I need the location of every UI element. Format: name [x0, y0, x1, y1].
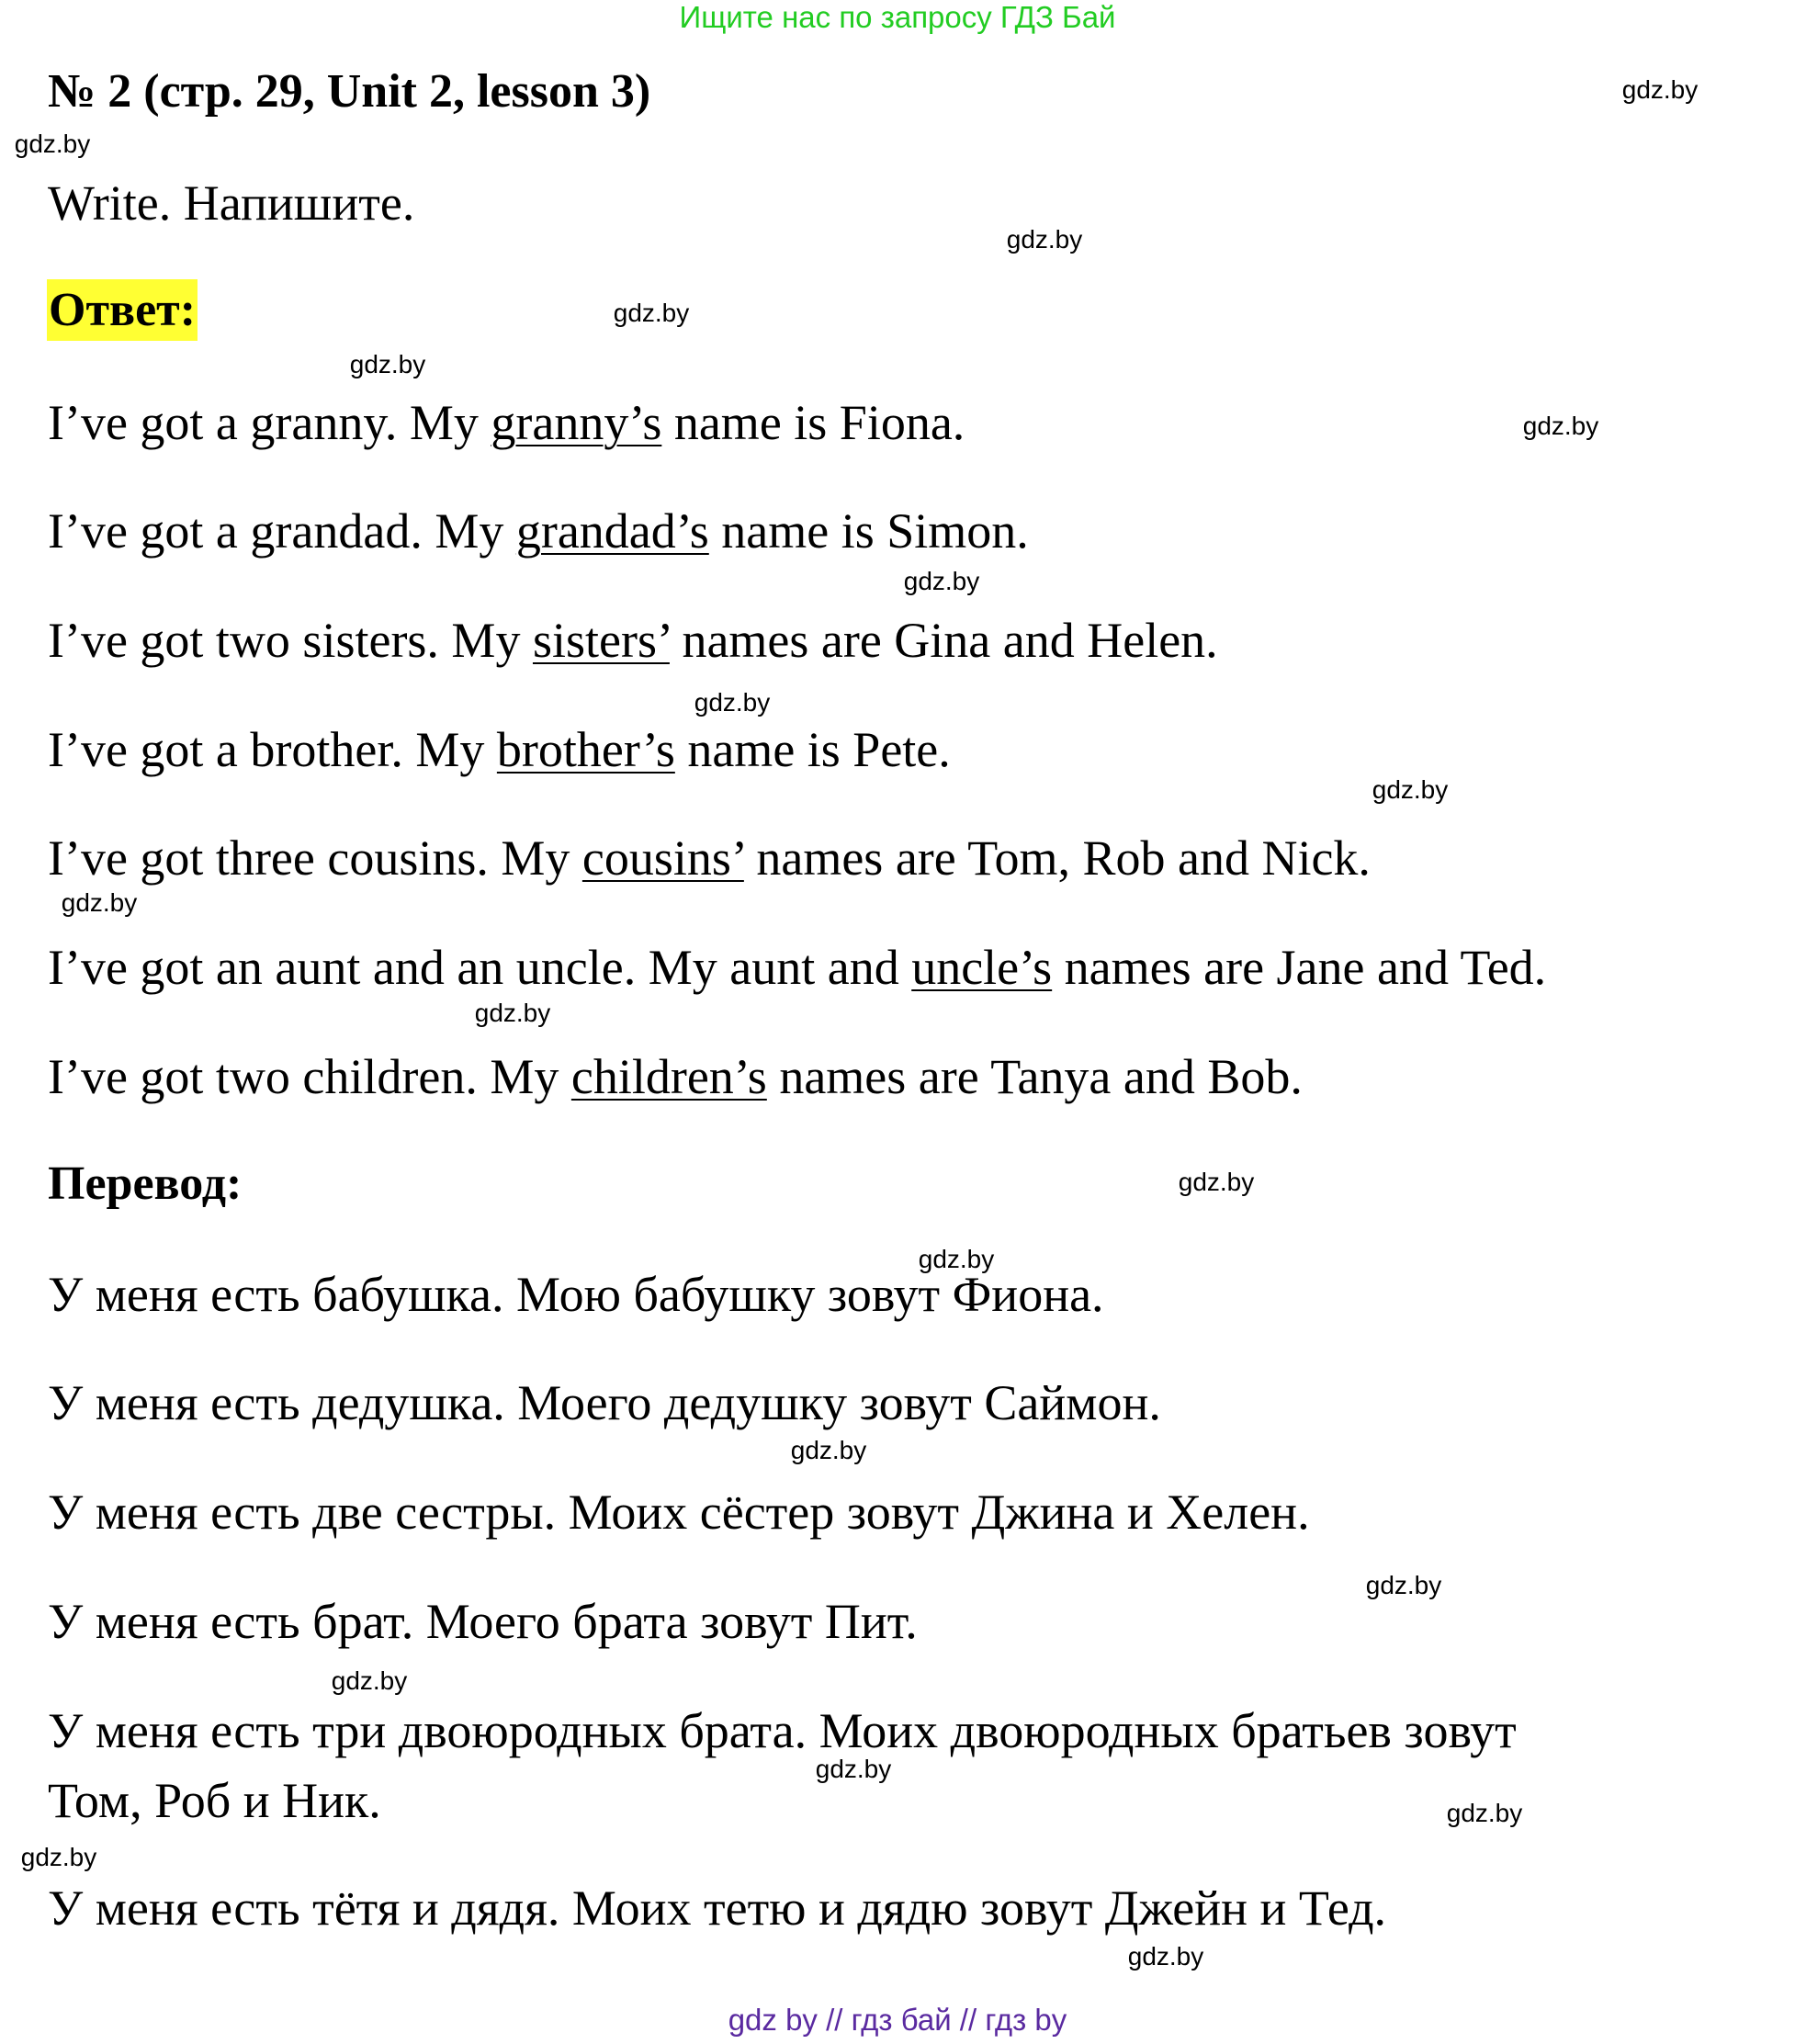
- answer-sentence: [48, 939, 1546, 996]
- watermark: gdz.by: [1006, 225, 1083, 254]
- task-instruction: Write. Напишите.: [48, 175, 415, 231]
- translation-sentence: У меня есть брат. Моего брата зовут Пит.: [48, 1594, 918, 1649]
- search-banner: Ищите нас по запросу ГДЗ Бай: [679, 0, 1116, 34]
- translation-sentence: У меня есть две сестры. Моих сёстер зовут Джина и Хелен.: [48, 1485, 1310, 1540]
- translation-sentence: Том, Роб и Ник.: [48, 1773, 381, 1828]
- possessive-answer: sisters’: [532, 613, 670, 668]
- sentence-text: names are Tanya and Bob.: [766, 1049, 1303, 1104]
- sentence-text: I’ve got three cousins. My: [48, 830, 582, 886]
- watermark: gdz.by: [1178, 1168, 1255, 1196]
- watermark: gdz.by: [1446, 1799, 1523, 1827]
- watermark: gdz.by: [815, 1755, 892, 1783]
- sentence-text: I’ve got a grandad. My: [48, 503, 516, 559]
- sentence-text: names are Jane and Ted.: [1052, 940, 1547, 995]
- watermark: gdz.by: [331, 1666, 408, 1695]
- sentence-text: I’ve got a granny. My: [48, 395, 491, 450]
- sentence-text: I’ve got two children. My: [48, 1049, 571, 1104]
- watermark: gdz.by: [61, 888, 138, 917]
- answer-sentence: [48, 1048, 1303, 1105]
- answer-sentence: [48, 830, 1371, 886]
- possessive-answer: grandad’s: [515, 503, 709, 559]
- answer-sentence: [48, 721, 951, 778]
- sentence-text: name is Pete.: [674, 722, 951, 777]
- watermark: gdz.by: [918, 1245, 995, 1273]
- watermark: gdz.by: [694, 688, 771, 717]
- sentence-text: I’ve got an aunt and an uncle. My aunt and: [48, 940, 912, 995]
- sentence-text: name is Simon.: [708, 503, 1029, 559]
- possessive-answer: children’s: [570, 1049, 767, 1104]
- answer-sentence: [48, 503, 1029, 559]
- watermark: gdz.by: [1127, 1942, 1204, 1971]
- sentence-text: names are Tom, Rob and Nick.: [743, 830, 1371, 886]
- possessive-answer: cousins’: [581, 830, 744, 886]
- watermark: gdz.by: [903, 567, 980, 595]
- watermark: gdz.by: [613, 299, 690, 327]
- possessive-answer: brother’s: [496, 722, 675, 777]
- watermark: gdz.by: [20, 1843, 97, 1871]
- watermark: gdz.by: [1621, 75, 1699, 104]
- sentence-text: I’ve got a brother. My: [48, 722, 497, 777]
- watermark: gdz.by: [1365, 1571, 1442, 1599]
- watermark: gdz.by: [790, 1436, 867, 1464]
- answer-sentence: [48, 612, 1218, 669]
- translation-sentence: У меня есть дедушка. Моего дедушку зовут Саймон.: [48, 1375, 1161, 1430]
- answer-label: Ответ:: [47, 279, 198, 341]
- translation-sentence: У меня есть три двоюродных брата. Моих двоюродных братьев зовут: [48, 1703, 1517, 1758]
- sentence-text: names are Gina and Helen.: [669, 613, 1218, 668]
- exercise-title: № 2 (стр. 29, Unit 2, lesson 3): [48, 65, 651, 118]
- watermark: gdz.by: [14, 130, 91, 158]
- sentence-text: name is Fiona.: [661, 395, 965, 450]
- watermark: gdz.by: [1522, 412, 1599, 440]
- watermark: gdz.by: [349, 350, 426, 378]
- watermark: gdz.by: [1372, 775, 1449, 804]
- translation-sentence: У меня есть тётя и дядя. Моих тетю и дядю зовут Джейн и Тед.: [48, 1880, 1387, 1936]
- translation-label: Перевод:: [48, 1158, 243, 1210]
- sentence-text: I’ve got two sisters. My: [48, 613, 533, 668]
- footer-links: gdz by // гдз бай // гдз by: [728, 2003, 1067, 2037]
- translation-sentence: У меня есть бабушка. Мою бабушку зовут Фиона.: [48, 1267, 1104, 1322]
- possessive-answer: granny’s: [491, 395, 662, 450]
- answer-sentence: [48, 394, 965, 451]
- possessive-answer: uncle’s: [911, 940, 1053, 995]
- watermark: gdz.by: [474, 999, 551, 1027]
